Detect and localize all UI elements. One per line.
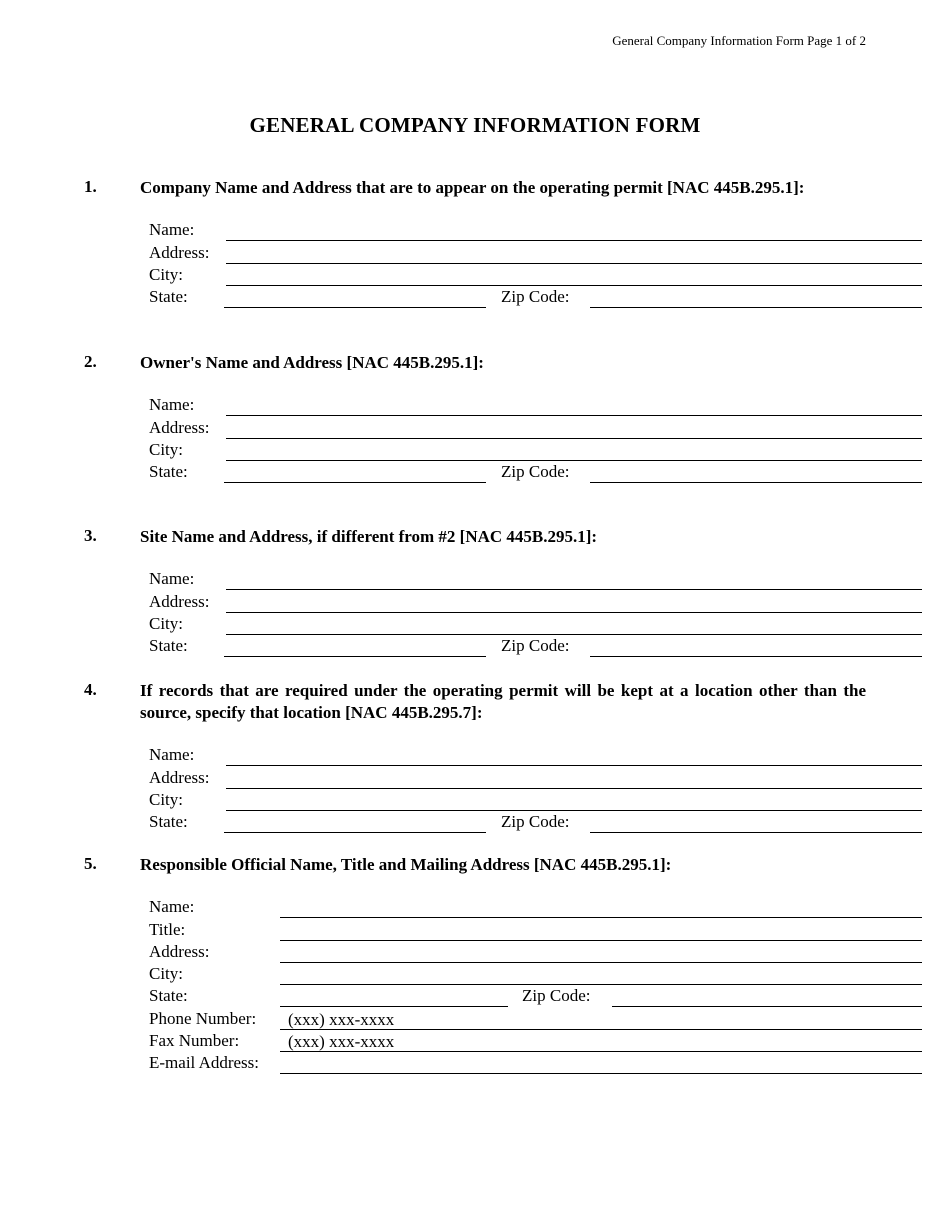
address-label: Address:	[149, 242, 210, 262]
zip-label: Zip Code:	[501, 287, 570, 307]
address-fields	[140, 219, 866, 308]
section-3	[84, 526, 866, 657]
address-label: Address:	[149, 417, 210, 437]
state-row	[140, 286, 866, 308]
address-row	[140, 416, 866, 438]
section-heading: Owner's Name and Address [NAC 445B.295.1]:	[140, 353, 484, 372]
section-number: 4.	[84, 680, 97, 699]
state-row	[140, 461, 866, 483]
city-input[interactable]	[226, 791, 922, 811]
state-row	[140, 635, 866, 657]
title-label: Title:	[149, 919, 186, 939]
section-1	[84, 177, 866, 308]
name-row	[140, 744, 866, 766]
address-input[interactable]	[226, 419, 922, 439]
zip-input[interactable]	[590, 813, 922, 833]
phone-label: Phone Number:	[149, 1008, 257, 1028]
address-row	[140, 766, 866, 788]
city-label: City:	[149, 264, 184, 284]
state-label: State:	[149, 986, 188, 1006]
address-row	[140, 590, 866, 612]
address-fields	[140, 568, 866, 657]
city-row	[140, 613, 866, 635]
zip-label: Zip Code:	[501, 636, 570, 656]
address-input[interactable]	[280, 943, 922, 963]
section-number: 5.	[84, 854, 97, 873]
zip-input[interactable]	[590, 637, 922, 657]
address-fields	[140, 744, 866, 833]
zip-label: Zip Code:	[501, 462, 570, 482]
fax-label: Fax Number:	[149, 1031, 240, 1051]
section-number: 1.	[84, 177, 97, 196]
city-input[interactable]	[226, 266, 922, 286]
form-title: GENERAL COMPANY INFORMATION FORM	[249, 113, 701, 137]
address-input[interactable]	[226, 244, 922, 264]
name-label: Name:	[149, 745, 195, 765]
city-input[interactable]	[226, 441, 922, 461]
name-label: Name:	[149, 220, 195, 240]
email-row	[140, 1052, 866, 1074]
section-4	[84, 680, 866, 833]
name-input[interactable]	[226, 396, 922, 416]
name-input[interactable]	[226, 746, 922, 766]
name-input[interactable]	[226, 221, 922, 241]
name-label: Name:	[149, 897, 195, 917]
section-5	[84, 854, 866, 1074]
name-row	[140, 896, 866, 918]
page-header: General Company Information Form Page 1 of 2	[612, 33, 866, 48]
address-label: Address:	[149, 591, 210, 611]
zip-input[interactable]	[590, 288, 922, 308]
section-heading: Company Name and Address that are to appear on the operating permit [NAC 445B.295.1]:	[140, 178, 805, 197]
name-label: Name:	[149, 569, 195, 589]
address-input[interactable]	[226, 593, 922, 613]
city-label: City:	[149, 613, 184, 633]
name-label: Name:	[149, 395, 195, 415]
address-fields	[140, 394, 866, 483]
city-row	[140, 789, 866, 811]
email-input[interactable]	[280, 1054, 922, 1074]
zip-label: Zip Code:	[501, 812, 570, 832]
section-2	[84, 352, 866, 483]
email-label: E-mail Address:	[149, 1053, 260, 1073]
city-input[interactable]	[226, 615, 922, 635]
city-row	[140, 439, 866, 461]
section-heading: If records that are required under the operating permit will be kept at a location other than the source, specify that location [NAC 445B.295.7]:	[140, 681, 866, 722]
state-input[interactable]	[224, 463, 486, 483]
city-label: City:	[149, 789, 184, 809]
zip-label: Zip Code:	[522, 986, 591, 1006]
address-label: Address:	[149, 767, 210, 787]
address-row	[140, 941, 866, 963]
name-row	[140, 394, 866, 416]
state-row	[140, 811, 866, 833]
title-input[interactable]	[280, 921, 922, 941]
zip-input[interactable]	[612, 987, 922, 1007]
address-row	[140, 241, 866, 263]
section-heading: Site Name and Address, if different from #2 [NAC 445B.295.1]:	[140, 527, 598, 546]
address-label: Address:	[149, 941, 210, 961]
address-input[interactable]	[226, 769, 922, 789]
name-input[interactable]	[280, 898, 922, 918]
name-input[interactable]	[226, 570, 922, 590]
phone-input[interactable]: (xxx) xxx-xxxx	[280, 1010, 922, 1030]
city-row	[140, 264, 866, 286]
state-label: State:	[149, 287, 188, 307]
fax-row	[140, 1030, 866, 1052]
state-label: State:	[149, 812, 188, 832]
state-label: State:	[149, 636, 188, 656]
state-label: State:	[149, 462, 188, 482]
city-row	[140, 963, 866, 985]
name-row	[140, 568, 866, 590]
section-number: 3.	[84, 526, 97, 545]
title-row	[140, 918, 866, 940]
fax-input[interactable]: (xxx) xxx-xxxx	[280, 1032, 922, 1052]
name-row	[140, 219, 866, 241]
state-input[interactable]	[224, 288, 486, 308]
city-label: City:	[149, 964, 184, 984]
state-input[interactable]	[280, 987, 508, 1007]
state-row	[140, 985, 866, 1007]
phone-row	[140, 1007, 866, 1029]
zip-input[interactable]	[590, 463, 922, 483]
section-number: 2.	[84, 352, 97, 371]
city-input[interactable]	[280, 965, 922, 985]
official-fields	[140, 896, 866, 1074]
state-input[interactable]	[224, 813, 486, 833]
section-heading: Responsible Official Name, Title and Mailing Address [NAC 445B.295.1]:	[140, 855, 672, 874]
state-input[interactable]	[224, 637, 486, 657]
city-label: City:	[149, 439, 184, 459]
